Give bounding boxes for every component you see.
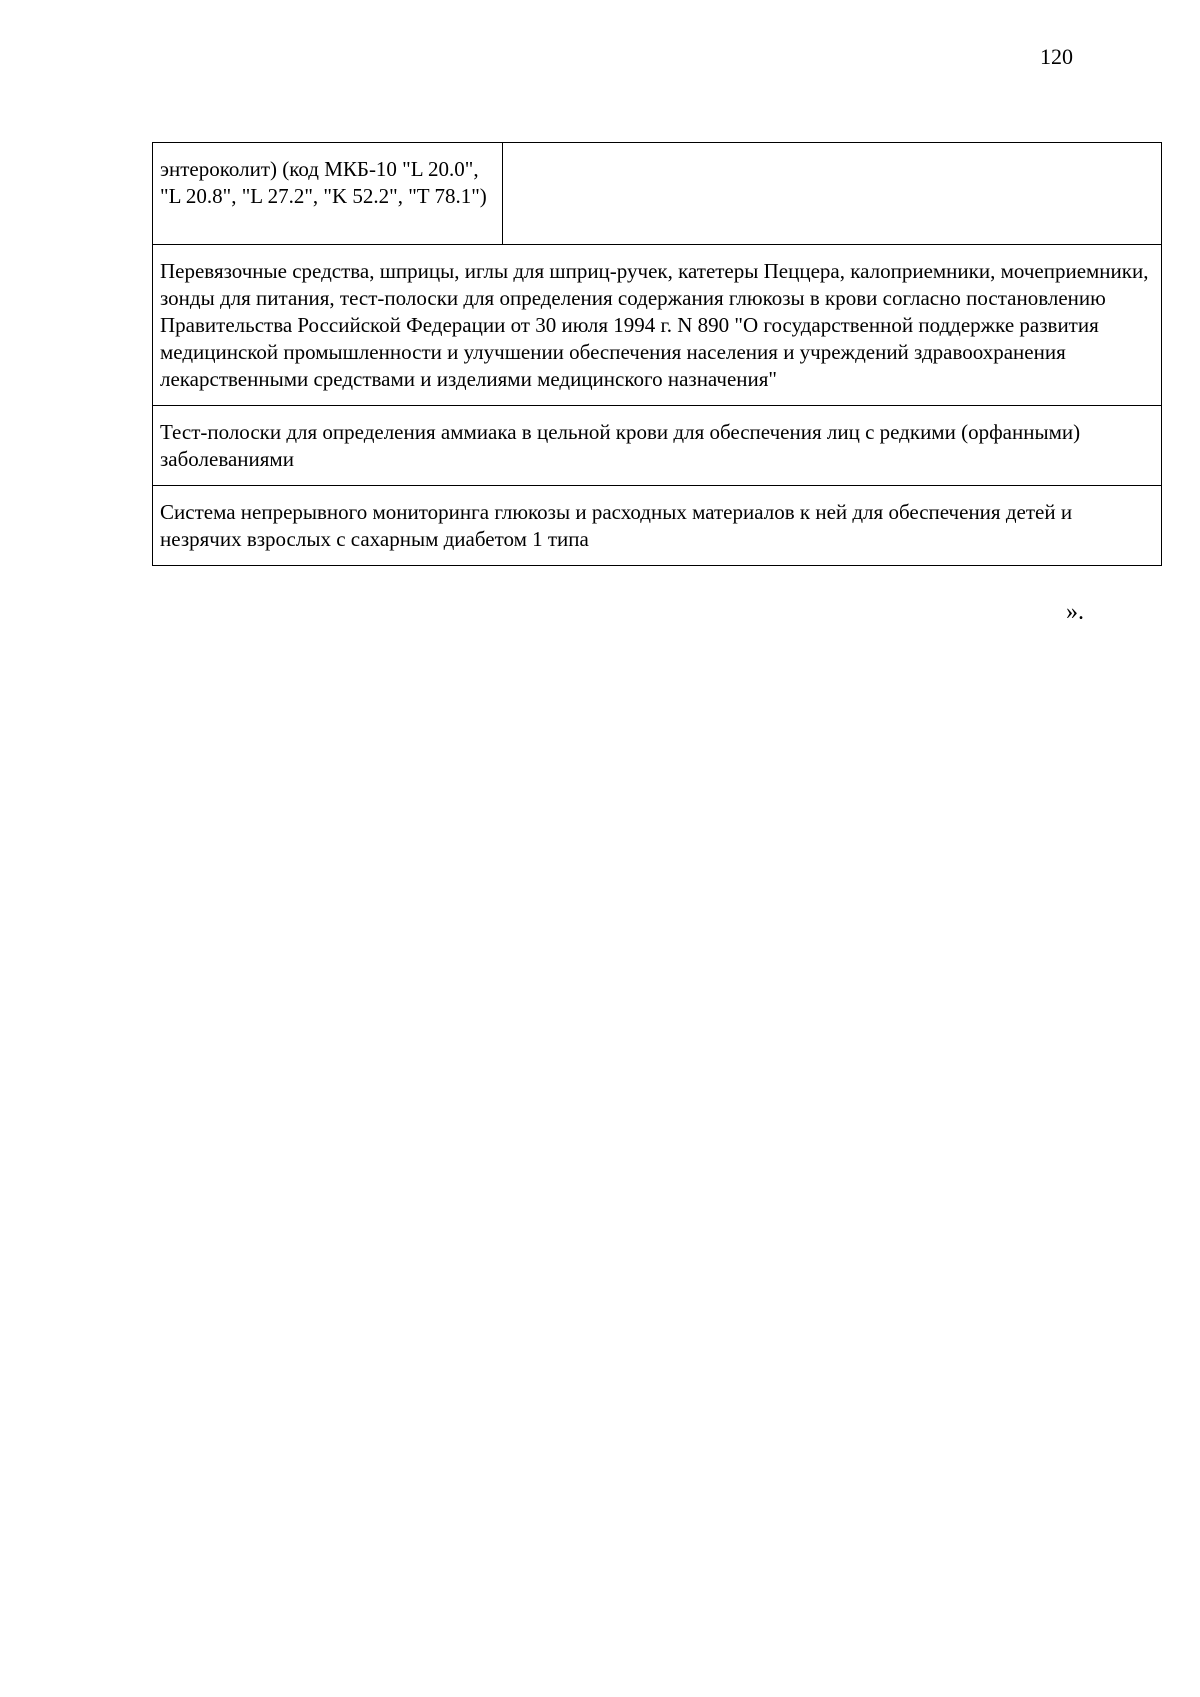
cell-text: Перевязочные средства, шприцы, иглы для шприц-ручек, катетеры Пеццера, калоприемники, мочеприемники, зонды для питания, тест-полоски для определения содержания глюкозы в крови согласно постановлению Правительства Российской Федерации от 30 июля 1994 г. N 890 "О государственной поддержке развития медицинской промышленности и улучшении обеспечения населения и учреждений здравоохранения лекарственными средствами и изделиями медицинского назначения" <box>160 259 1149 391</box>
table-row <box>153 406 1162 486</box>
table-cell-glucose-monitoring <box>153 486 1162 566</box>
table-row <box>153 143 1162 245</box>
table-row <box>153 245 1162 406</box>
closing-quote: ». <box>1066 599 1084 625</box>
table-cell-diagnosis-continuation <box>153 143 503 245</box>
document-table <box>152 142 1162 566</box>
table-cell-ammonia-test-strips <box>153 406 1162 486</box>
table-cell-medical-supplies <box>153 245 1162 406</box>
table-cell-empty <box>503 143 1162 245</box>
cell-text: Система непрерывного мониторинга глюкозы и расходных материалов к ней для обеспечения детей и незрячих взрослых с сахарным диабетом 1 типа <box>160 500 1073 551</box>
cell-text: энтероколит) (код МКБ-10 "L 20.0", "L 20.8", "L 27.2", "K 52.2", "T 78.1") <box>160 157 487 208</box>
page-number: 120 <box>1040 44 1073 69</box>
table-row <box>153 486 1162 566</box>
cell-text: Тест-полоски для определения аммиака в цельной крови для обеспечения лиц с редкими (орфанными) заболеваниями <box>160 420 1081 471</box>
